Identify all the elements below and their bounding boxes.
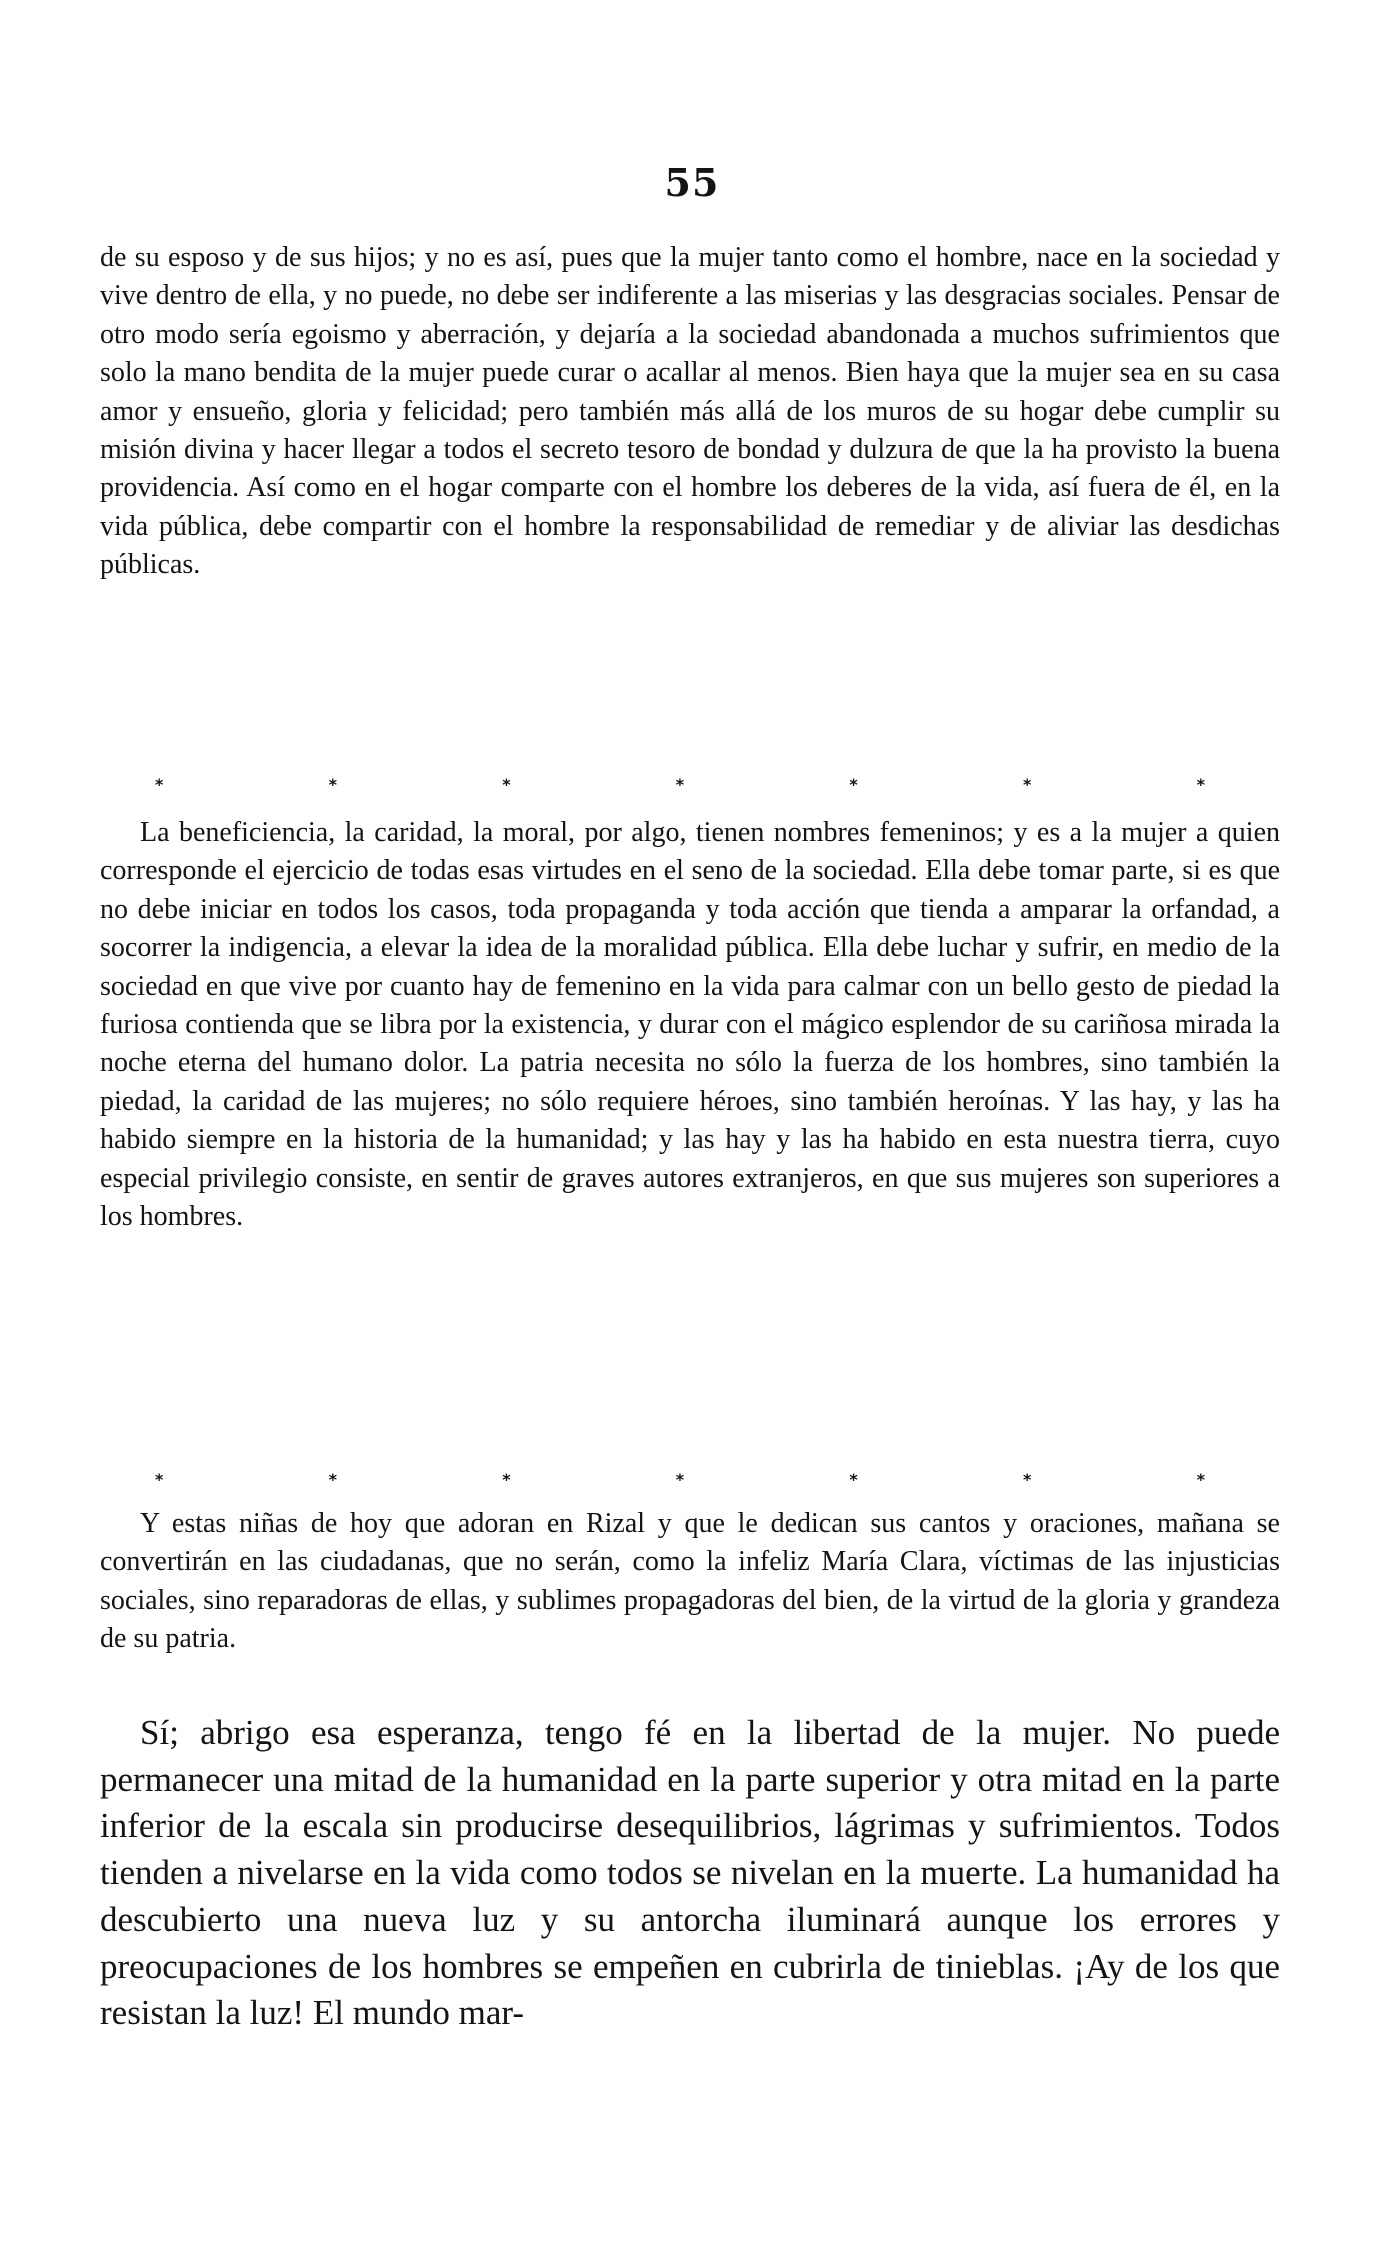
separator-star: *	[849, 1470, 858, 1489]
separator-star: *	[1022, 775, 1032, 794]
separator-star: *	[675, 1470, 685, 1489]
paragraph-1: de su esposo y de sus hijos; y no es así, pues que la mujer tanto como el hombre, nace en la sociedad y vive dentro de ella, y no puede, no debe ser indiferente a las miserias y las desgracias sociales. Pensar de otro modo sería egoismo y aberración, y dejaría a la sociedad abandonada a muchos sufrimientos que solo la mano bendita de la mujer puede curar o acallar al menos. Bien haya que la mujer sea en su casa amor y ensueño, gloria y felicidad; pero también más allá de los muros de su hogar debe cumplir su misión divina y hacer llegar a todos el secreto tesoro de bondad y dulzura de que la ha provisto la buena providencia. Así como en el hogar comparte con el hombre los deberes de la vida, así fuera de él, en la vida pública, debe compartir con el hombre la responsabilidad de remediar y de aliviar las desdichas públicas.	[100, 242, 1280, 581]
separator-star: *	[849, 775, 858, 794]
section-separator-2	[155, 1470, 1205, 1489]
separator-star: *	[1022, 1470, 1032, 1489]
separator-star: *	[502, 775, 511, 794]
separator-star: *	[1196, 775, 1205, 794]
page-number: 55	[664, 160, 720, 205]
separator-star: *	[328, 775, 337, 794]
separator-star: *	[1196, 1470, 1205, 1489]
separator-star: *	[675, 775, 685, 794]
paragraph-3: Y estas niñas de hoy que adoran en Rizal y que le dedican sus cantos y oraciones, mañana se convertirán en las ciudadanas, que no serán, como la infeliz María Clara, víctimas de las injusticias sociales, sino reparadoras de ellas, y sublimes propagadoras del bien, de la virtud de la gloria y grandeza de su patria.	[100, 1508, 1280, 1655]
separator-star: *	[155, 775, 164, 794]
paragraph-4: Sí; abrigo esa esperanza, tengo fé en la libertad de la mujer. No puede permanecer una mitad de la humanidad en la parte superior y otra mitad en la parte inferior de la escala sin producirse desequilibrios, lágrimas y sufrimientos. Todos tienden a nivelarse en la vida como todos se nivelan en la muerte. La humanidad ha descubierto una nueva luz y su antorcha iluminará aunque los errores y preocupaciones de los hombres se empeñen en cubrirla de tinieblas. ¡Ay de los que resistan la luz! El mundo mar-	[100, 1713, 1280, 2033]
section-separator-1	[155, 775, 1205, 794]
separator-star: *	[155, 1470, 164, 1489]
separator-star: *	[328, 1470, 337, 1489]
paragraph-2: La beneficiencia, la caridad, la moral, por algo, tienen nombres femeninos; y es a la mujer a quien corresponde el ejercicio de todas esas virtudes en el seno de la sociedad. Ella debe tomar parte, si es que no debe iniciar en todos los casos, toda propaganda y toda acción que tienda a amparar la orfandad, a socorrer la indigencia, a elevar la idea de la moralidad pública. Ella debe luchar y sufrir, en medio de la sociedad en que vive por cuanto hay de femenino en la vida para calmar con un bello gesto de piedad la furiosa contienda que se libra por la existencia, y durar con el mágico esplendor de su cariñosa mirada la noche eterna del humano dolor. La patria necesita no sólo la fuerza de los hombres, sino también la piedad, la caridad de las mujeres; no sólo requiere héroes, sino también heroínas. Y las hay, y las ha habido siempre en la historia de la humanidad; y las hay y las ha habido en esta nuestra tierra, cuyo especial privilegio consiste, en sentir de graves autores extranjeros, en que sus mujeres son superiores a los hombres.	[100, 817, 1280, 1233]
separator-star: *	[502, 1470, 511, 1489]
